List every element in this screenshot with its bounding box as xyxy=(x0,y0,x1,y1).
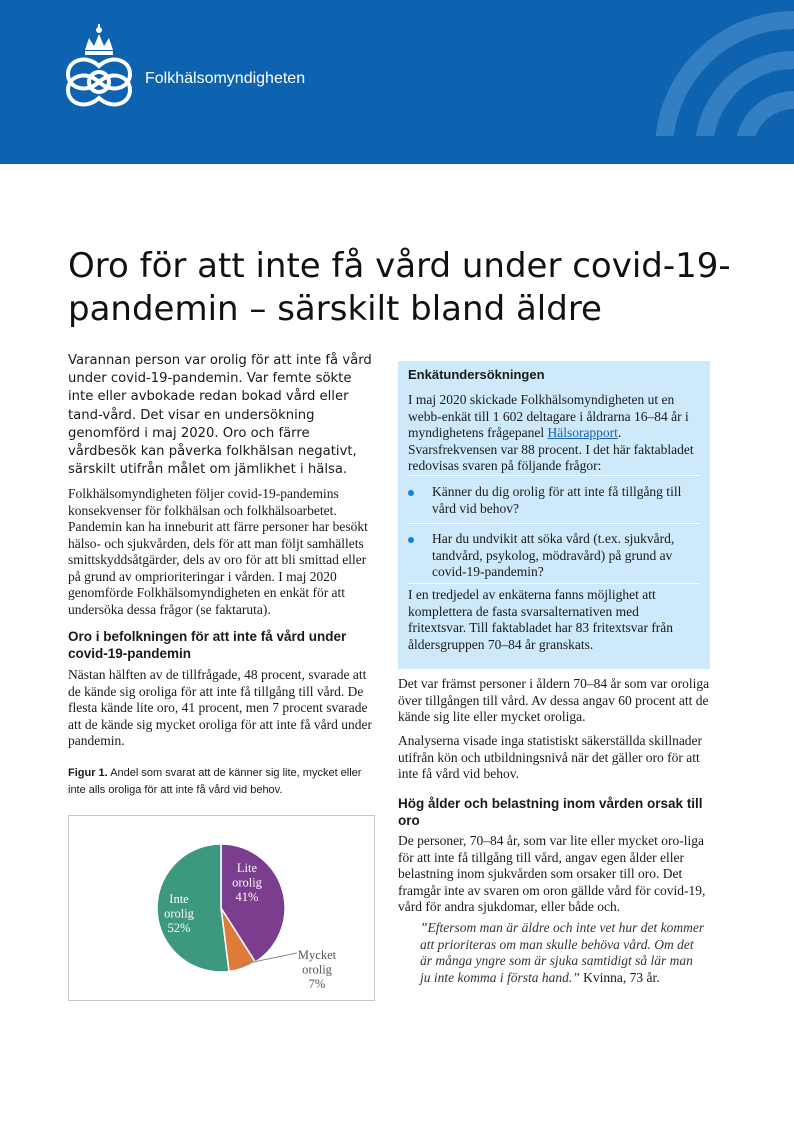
fact-box-paragraph-2: I en tredjedel av enkäterna fanns möjlighet att komplettera de fasta svarsalternativen med fritextsvar. Till faktabladet har 83 fritextsvar från åldersgruppen 70–84 år granskats. xyxy=(408,587,674,652)
brand-name: Folkhälsomyndigheten xyxy=(145,70,306,87)
figure-label: Figur 1. xyxy=(68,767,108,779)
data-label: 7% xyxy=(308,977,326,991)
slice-label: orolig xyxy=(164,906,194,921)
header-band xyxy=(0,136,794,164)
quote-text: ”Eftersom man är äldre och inte vet hur det kommer att prioriteras om man skulle behöva vård. Om det är många yngre som är sjuka samtidigt så lär man ju inte komma i första hand.” xyxy=(420,920,705,985)
decorative-arcs-icon xyxy=(564,0,794,136)
bullet-icon xyxy=(408,537,414,543)
slice-label: Inte xyxy=(169,892,189,906)
slice-label: Mycket xyxy=(297,948,337,962)
bullet-text: Känner du dig orolig för att inte få tillgång till vård vid behov? xyxy=(432,484,682,516)
slice-label: orolig xyxy=(302,962,332,977)
divider xyxy=(408,583,700,584)
pie-chart-frame xyxy=(68,815,375,1001)
fact-box-title: Enkätundersökningen xyxy=(408,367,545,382)
fact-box-paragraph-1 xyxy=(408,392,700,475)
halsorapport-link[interactable]: Hälsorapport xyxy=(547,425,618,440)
slice-label: Lite xyxy=(236,861,258,875)
bullet-text: Har du undvikit att söka vård (t.ex. sjukvård, tandvård, psykolog, mödravård) på grund av covid-19-pandemin? xyxy=(432,531,675,579)
pie-chart xyxy=(69,816,374,1000)
data-label: 41% xyxy=(235,890,259,904)
quote-source: Kvinna, 73 år. xyxy=(583,969,660,985)
right-paragraph-1: Det var främst personer i åldern 70–84 år som var oroliga över tillgången till vård. Av dessa angav 60 procent att de kände sig lite eller mycket oroliga. xyxy=(398,676,710,724)
slice-label: orolig xyxy=(232,875,262,890)
quote-block xyxy=(420,920,705,986)
divider xyxy=(408,523,700,524)
crown-logo-icon xyxy=(58,24,140,114)
page-header xyxy=(0,0,794,136)
divider xyxy=(408,475,700,476)
fact-box-text-a: I maj 2020 skickade Folkhälsomyndigheten ut en webb-enkät till 1 602 deltagare i åldrarna 16–84 år i myndighetens frågepanel xyxy=(408,392,689,440)
right-paragraph-2: Analyserna visade inga statistiskt säkerställda skillnader utifrån kön och utbildningsnivå när det gäller oro för att inte få vård vid behov. xyxy=(398,733,703,781)
section-heading-oro: Oro i befolkningen för att inte få vård under covid-19-pandemin xyxy=(68,629,347,661)
figure-caption xyxy=(68,765,380,799)
bullet-icon xyxy=(408,490,414,496)
oro-paragraph: Nästan hälften av de tillfrågade, 48 procent, svarade att de kände sig oroliga för att inte få tillgång till vård. De flesta kände lite oro, 41 procent, men 7 procent svarade att de kände sig mycket oroliga för att inte få vård under pandemin. xyxy=(68,667,373,748)
fact-box xyxy=(398,361,710,669)
intro-paragraph: Folkhälsomyndigheten följer covid-19-pandemins konsekvenser för folkhälsan och folkhälsoarbetet. Pandemin kan ha inneburit att färre personer har besökt hälso- och sjukvården, dels för att man följt samhällets smittskyddsåtgärder, dels av oro för att bli smittad eller på grund av omprioriteringar i vården. I maj 2020 genomförde Folkhälsomyndigheten en enkät för att undersöka dessa frågor (se faktaruta). xyxy=(68,486,368,617)
right-paragraph-3: De personer, 70–84 år, som var lite eller mycket oro-liga för att inte få tillgång till vård, angav egen ålder eller belastning inom sjukvården som orsaker till oro. Det framgår inte av svaren om oron gällde vård för covid-19, vård för andra sjukdomar, eller både och. xyxy=(398,833,706,914)
figure-caption-text: Andel som svarat att de känner sig lite, mycket eller inte alls oroliga för att inte få vård vid behov. xyxy=(68,767,362,796)
section-heading-alder: Hög ålder och belastning inom vården orsak till oro xyxy=(398,796,703,828)
lead-paragraph: Varannan person var orolig för att inte få vård under covid-19-pandemin. Var femte sökte inte eller avbokade redan bokad vård eller tand-vård. Det visar en undersökning genomförd i maj 2020. Oro och färre vårdbesök kan påverka folkhälsan negativt, särskilt utifrån målet om jämlikhet i hälsa. xyxy=(68,353,372,478)
page-title: Oro för att inte få vård under covid-19-pandemin – särskilt bland äldre xyxy=(68,246,731,329)
fact-box-text-b: . Svarsfrekvensen var 88 procent. I det här faktabladet redovisas svaren på följande frågor: xyxy=(408,425,694,473)
data-label: 52% xyxy=(167,921,191,935)
